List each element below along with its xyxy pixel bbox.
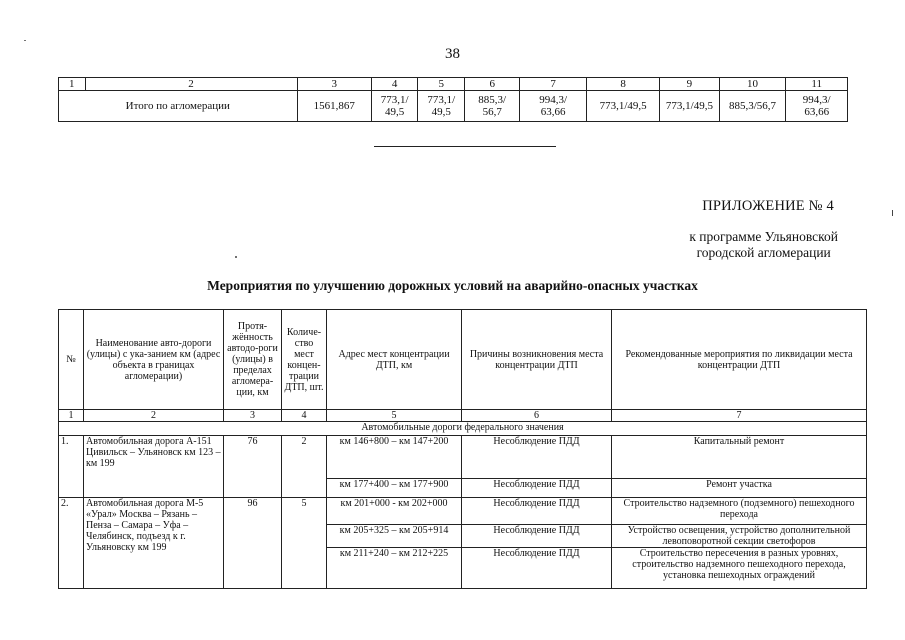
appendix-line: городской агломерации — [696, 245, 831, 260]
spot-address: км 146+800 – км 147+200 — [327, 436, 462, 479]
column-number: 7 — [612, 410, 867, 422]
road-length: 76 — [224, 436, 282, 498]
totals-row — [59, 91, 848, 122]
spot-cause: Несоблюдение ПДД — [462, 525, 612, 548]
header-cell: Протя-жённость автодо-роги (улицы) в пределах агломера-ции, км — [224, 310, 282, 410]
totals-col-header: 3 — [297, 78, 371, 91]
section-title: Автомобильные дороги федерального значения — [59, 422, 867, 436]
appendix-line: к программе Ульяновской — [689, 229, 838, 244]
header-cell: Количе-ство мест концен-трации ДТП, шт. — [282, 310, 327, 410]
road-name: Автомобильная дорога А-151 Цивильск – Ульяновск км 123 – км 199 — [84, 436, 224, 498]
totals-col-header: 5 — [418, 78, 465, 91]
totals-col-header: 10 — [719, 78, 786, 91]
spot-measure: Ремонт участка — [612, 479, 867, 498]
totals-col-header: 2 — [85, 78, 297, 91]
spot-cause: Несоблюдение ПДД — [462, 479, 612, 498]
entry-number: 1. — [59, 436, 84, 498]
scan-speck — [24, 40, 26, 41]
totals-cell: 773,1/49,5 — [587, 91, 660, 122]
spot-cause: Несоблюдение ПДД — [462, 548, 612, 589]
totals-cell: 1561,867 — [297, 91, 371, 122]
table-header-row — [59, 310, 867, 410]
totals-cell: 773,1/49,5 — [660, 91, 719, 122]
page-number: 38 — [445, 46, 460, 62]
totals-col-header: 6 — [465, 78, 520, 91]
entry-number: 2. — [59, 498, 84, 589]
header-cell: Адрес мест концентрации ДТП, км — [327, 310, 462, 410]
document-title: Мероприятия по улучшению дорожных условий на аварийно-опасных участках — [207, 278, 698, 293]
column-number: 5 — [327, 410, 462, 422]
scan-speck — [235, 256, 237, 258]
totals-col-header: 9 — [660, 78, 719, 91]
totals-col-header: 7 — [520, 78, 587, 91]
spot-address: км 205+325 – км 205+914 — [327, 525, 462, 548]
measures-table — [58, 309, 867, 589]
section-row — [59, 422, 867, 436]
column-number: 6 — [462, 410, 612, 422]
scan-speck — [892, 210, 893, 216]
spot-measure: Капитальный ремонт — [612, 436, 867, 479]
spot-address: км 177+400 – км 177+900 — [327, 479, 462, 498]
spot-measure: Строительство пересечения в разных уровнях, строительство надземного пешеходного перехода, установка пешеходных ограждений — [612, 548, 867, 589]
header-cell: Причины возникновения места концентрации ДТП — [462, 310, 612, 410]
spot-count: 5 — [282, 498, 327, 589]
spot-count: 2 — [282, 436, 327, 498]
totals-col-header: 11 — [786, 78, 848, 91]
totals-table — [58, 77, 848, 122]
totals-cell: 885,3/ 56,7 — [465, 91, 520, 122]
column-number-row — [59, 410, 867, 422]
column-number: 1 — [59, 410, 84, 422]
totals-cell: 994,3/ 63,66 — [520, 91, 587, 122]
totals-col-header: 8 — [587, 78, 660, 91]
totals-col-header: 4 — [371, 78, 418, 91]
separator-line — [374, 146, 556, 147]
totals-col-header: 1 — [59, 78, 86, 91]
road-length: 96 — [224, 498, 282, 589]
header-cell: № — [59, 310, 84, 410]
spot-cause: Несоблюдение ПДД — [462, 498, 612, 525]
column-number: 3 — [224, 410, 282, 422]
totals-cell: 885,3/56,7 — [719, 91, 786, 122]
spot-cause: Несоблюдение ПДД — [462, 436, 612, 479]
spot-measure: Устройство освещения, устройство дополнительной левоповоротной секции светофоров — [612, 525, 867, 548]
totals-header-row — [59, 78, 848, 91]
spot-measure: Строительство надземного (подземного) пешеходного перехода — [612, 498, 867, 525]
road-name: Автомобильная дорога М-5 «Урал» Москва – Рязань – Пенза – Самара – Уфа – Челябинск, подъезд к г. Ульяновску км 199 — [84, 498, 224, 589]
column-number: 2 — [84, 410, 224, 422]
spot-address: км 211+240 – км 212+225 — [327, 548, 462, 589]
totals-cell: 773,1/ 49,5 — [371, 91, 418, 122]
appendix-subtitle — [689, 229, 838, 261]
appendix-title: ПРИЛОЖЕНИЕ № 4 — [702, 198, 834, 214]
column-number: 4 — [282, 410, 327, 422]
header-cell: Рекомендованные мероприятия по ликвидации места концентрации ДТП — [612, 310, 867, 410]
totals-cell: 773,1/ 49,5 — [418, 91, 465, 122]
totals-cell: 994,3/ 63,66 — [786, 91, 848, 122]
header-cell: Наименование авто-дороги (улицы) с ука-занием км (адрес объекта в границах агломерации) — [84, 310, 224, 410]
table-row — [59, 436, 867, 479]
table-row — [59, 498, 867, 525]
spot-address: км 201+000 - км 202+000 — [327, 498, 462, 525]
totals-label: Итого по агломерации — [59, 91, 298, 122]
